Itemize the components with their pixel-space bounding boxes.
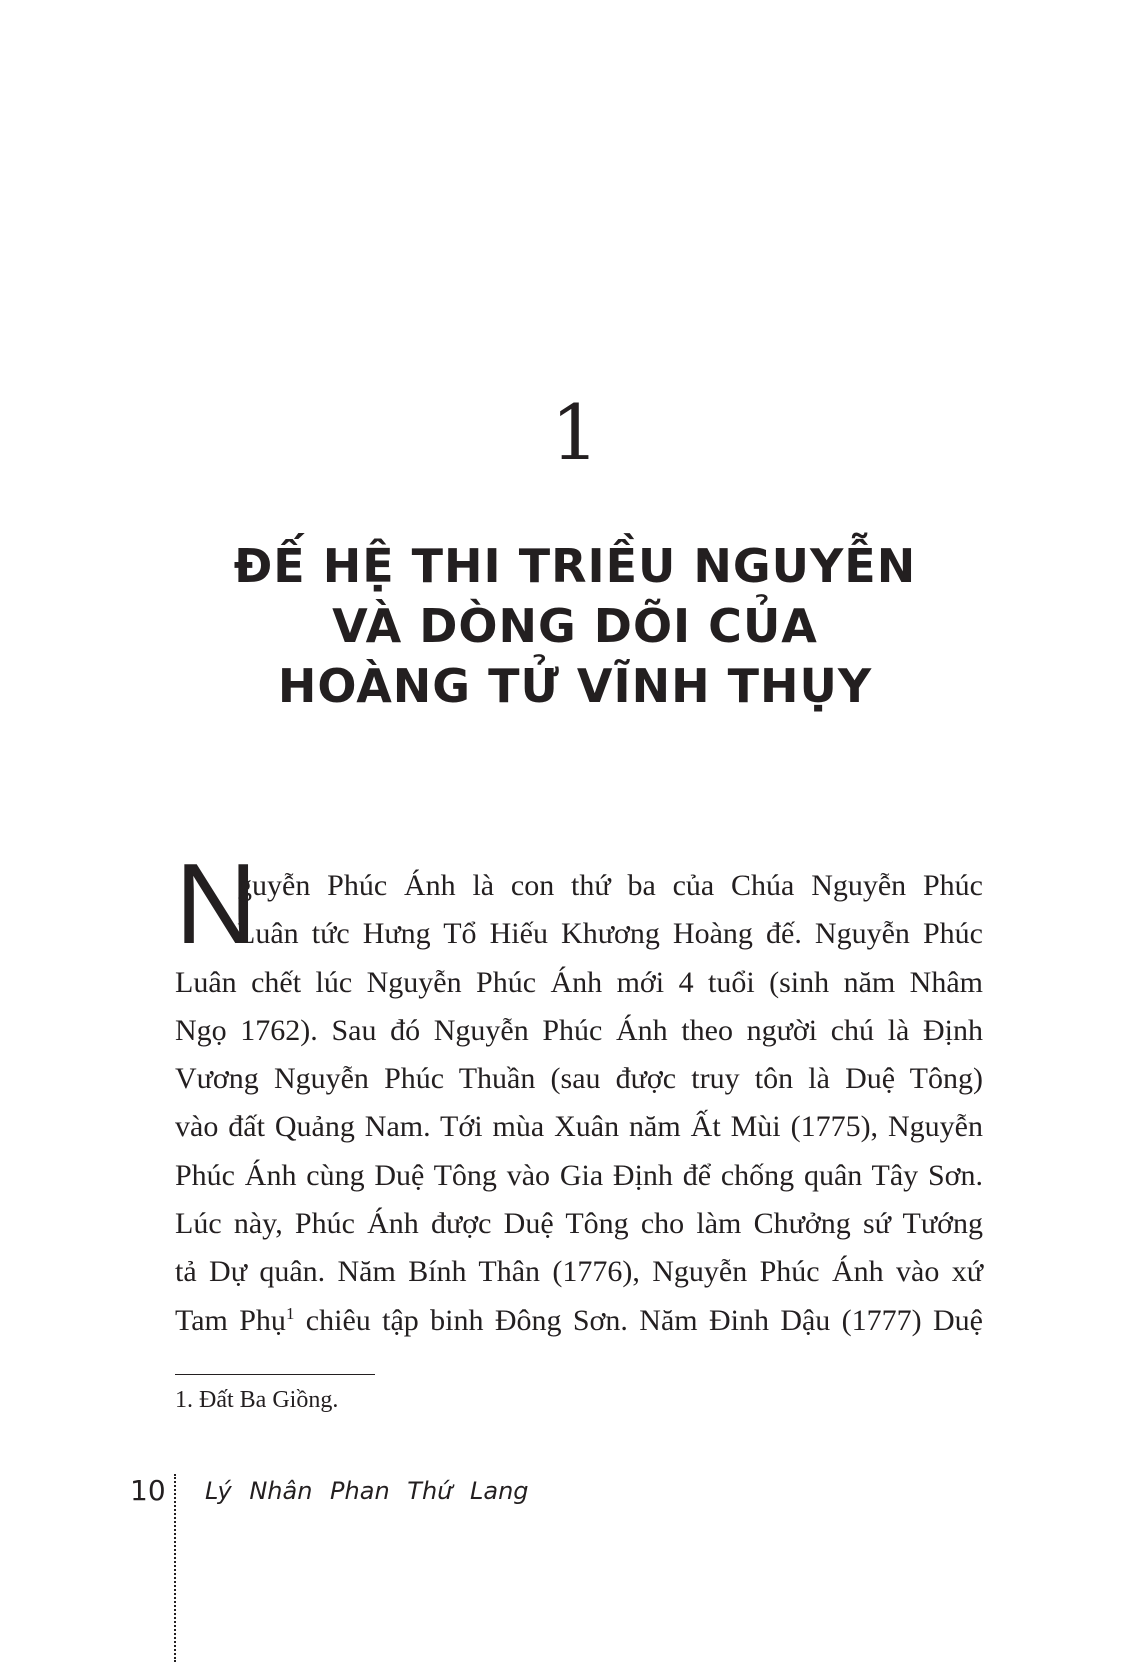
body-line-8: Lúc này, Phúc Ánh được Duệ Tông cho làm Chưởng sứ Tướng: [175, 1207, 983, 1241]
body-line-10: [175, 1297, 983, 1345]
footnote-divider: [175, 1374, 375, 1375]
chapter-title-line-1: ĐẾ HỆ THI TRIỀU NGUYỄN: [233, 539, 917, 593]
footnote-1: 1. Đất Ba Giồng.: [175, 1387, 339, 1413]
running-footer-author: Lý Nhân Phan Thứ Lang: [205, 1477, 529, 1505]
chapter-title-line-3: HOÀNG TỬ VĨNH THỤY: [277, 659, 873, 713]
body-line-4: Ngọ 1762). Sau đó Nguyễn Phúc Ánh theo người chú là Định: [175, 1013, 983, 1047]
body-line-1: guyễn Phúc Ánh là con thứ ba của Chúa Nguyễn Phúc: [237, 869, 983, 902]
drop-cap: N: [175, 841, 258, 968]
chapter-number: 1: [550, 388, 600, 477]
body-line-2: Luân tức Hưng Tổ Hiếu Khương Hoàng đế. Nguyễn Phúc: [237, 917, 983, 951]
body-line-6: vào đất Quảng Nam. Tới mùa Xuân năm Ất Mùi (1775), Nguyễn: [175, 1110, 983, 1144]
body-line-10-end: chiêu tập binh Đông Sơn. Năm Đinh Dậu (1777) Duệ: [294, 1303, 983, 1337]
page-number: 10: [130, 1474, 166, 1507]
footnote-reference[interactable]: 1: [285, 1303, 295, 1323]
footer-dotted-rule: [174, 1474, 176, 1662]
chapter-title-line-2: VÀ DÒNG DÕI CỦA: [332, 599, 818, 653]
body-line-5: Vương Nguyễn Phúc Thuần (sau được truy tôn là Duệ Tông): [175, 1062, 983, 1096]
body-paragraph: [175, 862, 983, 1345]
body-line-3: Luân chết lúc Nguyễn Phúc Ánh mới 4 tuổi (sinh năm Nhâm: [175, 965, 983, 999]
body-line-9: tả Dự quân. Năm Bính Thân (1776), Nguyễn Phúc Ánh vào xứ: [175, 1255, 983, 1289]
body-line-7: Phúc Ánh cùng Duệ Tông vào Gia Định để chống quân Tây Sơn.: [175, 1158, 983, 1192]
chapter-title: [0, 536, 1125, 716]
body-line-10-start: Tam Phụ: [175, 1303, 286, 1337]
